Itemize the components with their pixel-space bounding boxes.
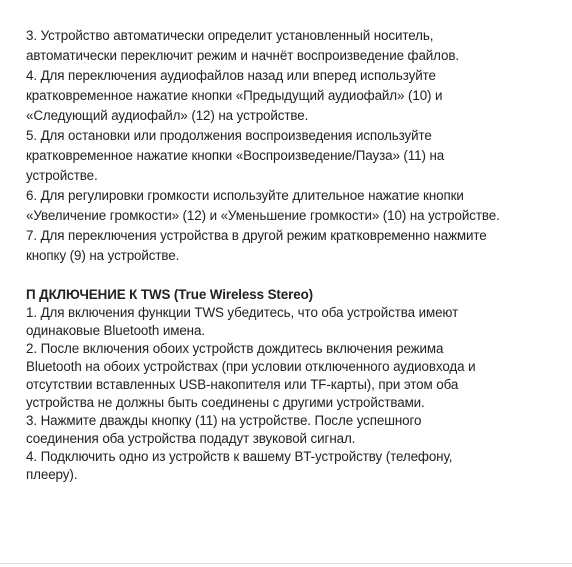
text-line: кнопку (9) на устройстве. — [26, 248, 180, 263]
text-line: 7. Для переключения устройства в другой режим кратковременно нажмите — [26, 228, 487, 243]
manual-page — [26, 26, 566, 484]
text-line: 4. Для переключения аудиофайлов назад или вперед используйте — [26, 68, 436, 83]
text-line: «Следующий аудиофайл» (12) на устройстве. — [26, 108, 309, 123]
text-line: 3. Нажмите дважды кнопку (11) на устройстве. После успешного — [26, 413, 422, 428]
text-line: кратковременное нажатие кнопки «Предыдущий аудиофайл» (10) и — [26, 88, 443, 103]
text-line: 2. После включения обоих устройств дождитесь включения режима — [26, 341, 444, 356]
text-line: 6. Для регулировки громкости используйте длительное нажатие кнопки — [26, 188, 464, 203]
tws-section — [26, 286, 566, 484]
text-line: кратковременное нажатие кнопки «Воспроизведение/Пауза» (11) на — [26, 148, 445, 163]
text-line: отсутствии вставленных USB-накопителя или TF-карты), при этом оба — [26, 377, 459, 392]
text-line: соединения оба устройства подадут звуковой сигнал. — [26, 431, 356, 446]
page-bottom-divider — [0, 563, 572, 564]
text-line: 3. Устройство автоматически определит установленный носитель, — [26, 28, 434, 43]
section-heading: П ДКЛЮЧЕНИЕ К TWS (True Wireless Stereo) — [26, 287, 314, 302]
text-line: автоматически переключит режим и начнёт воспроизведение файлов. — [26, 48, 460, 63]
playback-instructions — [26, 26, 566, 266]
text-line: 1. Для включения функции TWS убедитесь, что оба устройства имеют — [26, 305, 459, 320]
text-line: плееру). — [26, 467, 78, 482]
text-line: 4. Подключить одно из устройств к вашему BT-устройству (телефону, — [26, 449, 453, 464]
text-line: одинаковые Bluetooth имена. — [26, 323, 205, 338]
text-line: 5. Для остановки или продолжения воспроизведения используйте — [26, 128, 432, 143]
text-line: устройства не должны быть соединены с другими устройствами. — [26, 395, 425, 410]
text-line: «Увеличение громкости» (12) и «Уменьшение громкости» (10) на устройстве. — [26, 208, 500, 223]
text-line: устройстве. — [26, 168, 98, 183]
text-line: Bluetooth на обоих устройствах (при условии отключенного аудиовхода и — [26, 359, 476, 374]
